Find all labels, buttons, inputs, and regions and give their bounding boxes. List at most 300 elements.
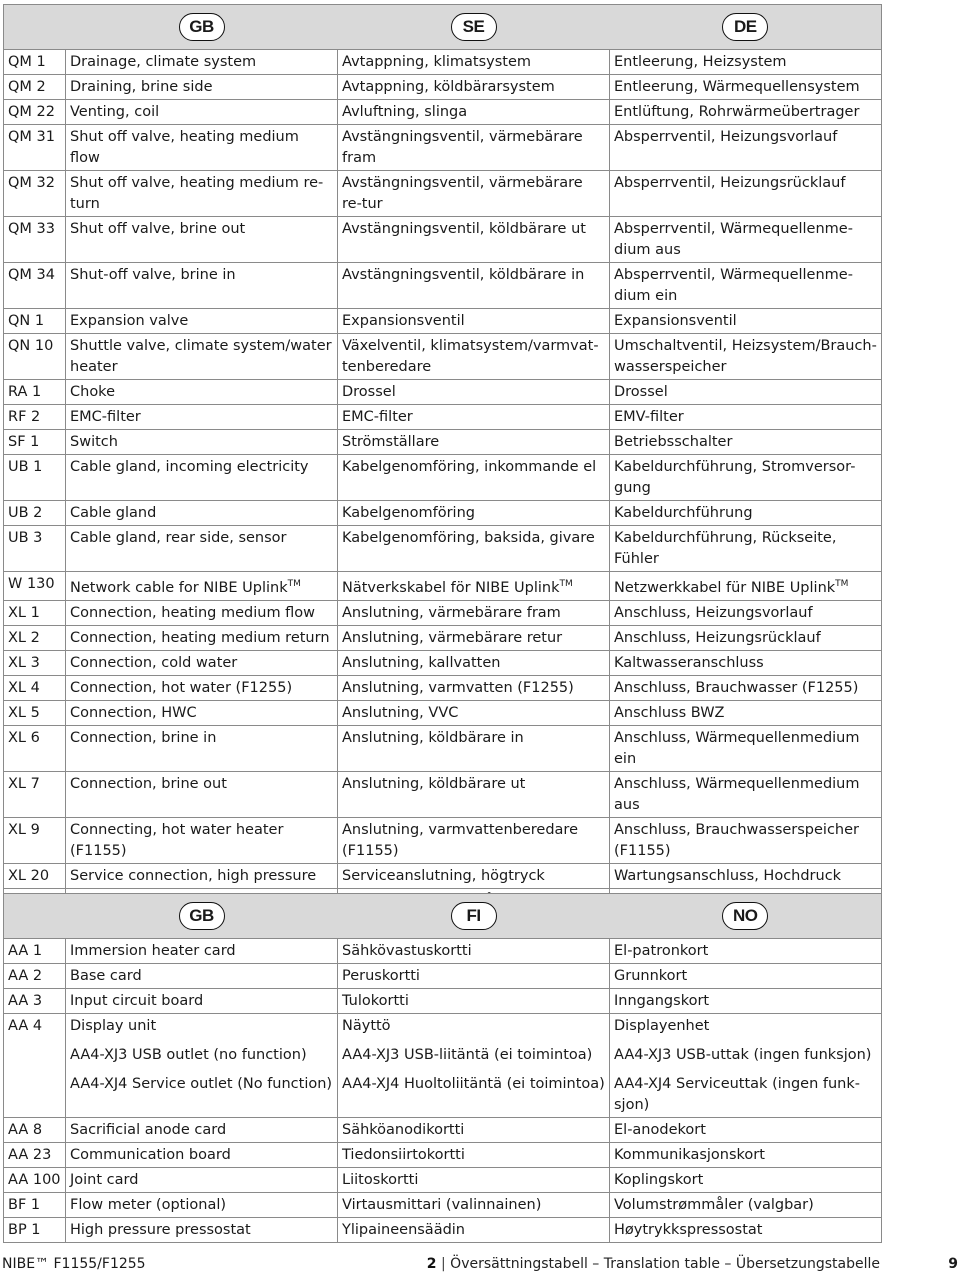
translation-cell-1-text: Venting, coil xyxy=(70,104,160,120)
component-code-text: XL 3 xyxy=(8,654,40,671)
translation-cell-3-text: Displayenhet xyxy=(614,1018,710,1034)
footer-brand: NIBE™ F1155/F1255 xyxy=(2,1256,146,1272)
translation-cell-1-text: Connection, heating medium return xyxy=(70,629,330,646)
component-code xyxy=(4,600,66,625)
table-row xyxy=(4,50,882,75)
component-code xyxy=(4,171,66,217)
translation-cell-3-text: Anschluss, Wärmequellenmedium aus xyxy=(614,775,860,813)
translation-cell-3 xyxy=(610,405,882,430)
translation-cell-2-text: Liitoskortti xyxy=(342,1172,419,1188)
translation-cell-2 xyxy=(338,1038,610,1067)
translation-cell-2 xyxy=(338,526,610,572)
table-row xyxy=(4,75,882,100)
table-row xyxy=(4,1193,882,1218)
component-code xyxy=(4,989,66,1014)
translation-cell-3 xyxy=(610,989,882,1014)
component-code-text: AA 4 xyxy=(8,1018,43,1034)
table-row xyxy=(4,939,882,964)
translation-cell-2 xyxy=(338,1193,610,1218)
translation-cell-2-text: Avtappning, köldbärarsystem xyxy=(342,79,555,95)
translation-cell-3 xyxy=(610,1168,882,1193)
translation-cell-3-text: AA4-XJ3 USB-uttak (ingen funksjon) xyxy=(614,1047,872,1063)
translation-cell-1-text: Joint card xyxy=(70,1172,139,1188)
component-code-text: AA 2 xyxy=(8,968,43,984)
translation-cell-1 xyxy=(66,650,338,675)
translation-cell-2-text: Anslutning, kallvatten xyxy=(342,654,501,671)
translation-cell-3-text: EMV-filter xyxy=(614,409,684,425)
translation-cell-3-text: Koplingskort xyxy=(614,1172,704,1188)
table-row xyxy=(4,501,882,526)
translation-cell-1 xyxy=(66,572,338,601)
translation-cell-3 xyxy=(610,1014,882,1039)
translation-cell-1-text: Display unit xyxy=(70,1018,157,1034)
translation-cell-2-text: Avtappning, klimatsystem xyxy=(342,54,532,70)
translation-cell-3 xyxy=(610,1118,882,1143)
component-code-text: AA 100 xyxy=(8,1172,61,1188)
language-badge: GB xyxy=(179,902,225,930)
footer-section-number: 2 xyxy=(426,1256,437,1272)
table-row xyxy=(4,572,882,601)
translation-cell-3 xyxy=(610,380,882,405)
translation-cell-1-text: Flow meter (optional) xyxy=(70,1197,227,1213)
component-code-text: BP 1 xyxy=(8,1222,41,1238)
translation-cell-2-text: Anslutning, varmvattenberedare (F1155) xyxy=(342,821,578,859)
translation-cell-1-text: Shuttle valve, climate system/water heater xyxy=(70,338,332,375)
translation-cell-2-text: Anslutning, värmebärare retur xyxy=(342,629,563,646)
table-row xyxy=(4,600,882,625)
translation-cell-3 xyxy=(610,171,882,217)
translation-cell-2 xyxy=(338,725,610,771)
component-code-text: XL 9 xyxy=(8,821,40,838)
translation-cell-3 xyxy=(610,700,882,725)
translation-cell-1 xyxy=(66,989,338,1014)
translation-cell-1 xyxy=(66,771,338,817)
translation-cell-3 xyxy=(610,863,882,888)
component-code-text: UB 3 xyxy=(8,530,43,546)
translation-cell-1 xyxy=(66,75,338,100)
translation-cell-2-text: Avluftning, slinga xyxy=(342,104,468,120)
language-badge: GB xyxy=(179,13,225,41)
header-lang-3 xyxy=(610,894,882,939)
component-code xyxy=(4,572,66,601)
translation-cell-3 xyxy=(610,771,882,817)
translation-cell-2 xyxy=(338,1168,610,1193)
component-code xyxy=(4,1014,66,1118)
component-code xyxy=(4,700,66,725)
translation-cell-2 xyxy=(338,863,610,888)
component-code-text: QM 31 xyxy=(8,129,55,145)
translation-cell-3-text: Høytrykkspressostat xyxy=(614,1222,763,1238)
translation-cell-2-text: Anslutning, varmvatten (F1255) xyxy=(342,679,574,696)
translation-cell-3 xyxy=(610,75,882,100)
translation-cell-3 xyxy=(610,1193,882,1218)
translation-cell-1-text: Connection, hot water (F1255) xyxy=(70,679,293,696)
translation-cell-2-text: Strömställare xyxy=(342,434,440,450)
translation-cell-3-text: Betriebsschalter xyxy=(614,434,733,450)
component-code-text: XL 6 xyxy=(8,729,40,746)
translation-cell-2 xyxy=(338,964,610,989)
translation-cell-1-text: Network cable for NIBE Uplink xyxy=(70,579,288,596)
component-code xyxy=(4,1118,66,1143)
translation-cell-1-text: Expansion valve xyxy=(70,313,189,329)
table-row xyxy=(4,430,882,455)
component-code-text: SF 1 xyxy=(8,434,40,450)
translation-cell-3-text: Kabeldurchführung, Stromversor-gung xyxy=(614,459,856,496)
translation-cell-3-text: AA4-XJ4 Serviceuttak (ingen funk-sjon) xyxy=(614,1076,860,1113)
table-row xyxy=(4,625,882,650)
translation-cell-3-text: Absperrventil, Heizungsrücklauf xyxy=(614,175,846,191)
translation-cell-2 xyxy=(338,700,610,725)
translation-cell-2 xyxy=(338,1143,610,1168)
table-row xyxy=(4,964,882,989)
translation-cell-2 xyxy=(338,650,610,675)
translation-cell-1 xyxy=(66,1014,338,1039)
trademark-superscript: TM xyxy=(559,579,573,589)
translation-cell-3 xyxy=(610,455,882,501)
translation-cell-1-text: Shut-off valve, brine in xyxy=(70,267,236,283)
language-badge: DE xyxy=(722,13,768,41)
component-code xyxy=(4,817,66,863)
translation-cell-1 xyxy=(66,964,338,989)
translation-cell-2-text: Peruskortti xyxy=(342,968,420,984)
translation-cell-3 xyxy=(610,675,882,700)
translation-cell-2 xyxy=(338,939,610,964)
translation-cell-2 xyxy=(338,309,610,334)
component-code xyxy=(4,263,66,309)
translation-cell-3-text: Expansionsventil xyxy=(614,313,737,329)
translation-cell-1 xyxy=(66,100,338,125)
translation-cell-3-text: Anschluss, Heizungsvorlauf xyxy=(614,604,813,621)
component-code xyxy=(4,334,66,380)
component-code xyxy=(4,309,66,334)
translation-cell-2 xyxy=(338,1014,610,1039)
translation-cell-3-text: Anschluss BWZ xyxy=(614,704,725,721)
component-code-text: AA 3 xyxy=(8,993,43,1009)
component-code xyxy=(4,430,66,455)
component-code-text: QN 1 xyxy=(8,313,45,329)
translation-table-gb-fi-no xyxy=(3,893,882,1243)
translation-cell-3 xyxy=(610,334,882,380)
translation-cell-2-text: EMC-filter xyxy=(342,409,413,425)
translation-cell-3-text: Drossel xyxy=(614,384,668,400)
translation-cell-3-text: Inngangskort xyxy=(614,993,710,1009)
translation-cell-2-text: AA4-XJ3 USB-liitäntä (ei toimintoa) xyxy=(342,1047,593,1063)
translation-cell-2 xyxy=(338,625,610,650)
translation-cell-2-text: Tiedonsiirtokortti xyxy=(342,1147,465,1163)
component-code xyxy=(4,455,66,501)
component-code xyxy=(4,1168,66,1193)
translation-cell-2 xyxy=(338,675,610,700)
translation-cell-3 xyxy=(610,309,882,334)
component-code-text: XL 1 xyxy=(8,604,40,621)
translation-cell-3 xyxy=(610,125,882,171)
translation-cell-3 xyxy=(610,1067,882,1118)
component-code-text: AA 1 xyxy=(8,943,43,959)
translation-cell-1-text: Drainage, climate system xyxy=(70,54,257,70)
translation-cell-2-text: AA4-XJ4 Huoltoliitäntä (ei toimintoa) xyxy=(342,1076,605,1092)
translation-cell-1-text: Connection, heating medium flow xyxy=(70,604,316,621)
translation-cell-2 xyxy=(338,455,610,501)
page-footer xyxy=(0,1254,960,1275)
translation-cell-2 xyxy=(338,217,610,263)
translation-cell-1 xyxy=(66,526,338,572)
table-header-row xyxy=(4,5,882,50)
translation-cell-1 xyxy=(66,675,338,700)
translation-cell-2-text: Anslutning, värmebärare fram xyxy=(342,604,561,621)
translation-cell-1 xyxy=(66,501,338,526)
translation-cell-1-text: AA4-XJ3 USB outlet (no function) xyxy=(70,1047,307,1063)
translation-cell-3 xyxy=(610,572,882,601)
table-row xyxy=(4,700,882,725)
translation-cell-1-text: Immersion heater card xyxy=(70,943,236,959)
translation-cell-1-text: High pressure pressostat xyxy=(70,1222,251,1238)
translation-cell-1 xyxy=(66,309,338,334)
header-code-cell xyxy=(4,894,66,939)
translation-cell-2 xyxy=(338,334,610,380)
translation-cell-2-text: Avstängningsventil, värmebärare fram xyxy=(342,129,583,166)
page-number: 9 xyxy=(948,1256,958,1272)
table-row xyxy=(4,1143,882,1168)
translation-cell-1 xyxy=(66,50,338,75)
table-row xyxy=(4,1218,882,1243)
translation-cell-1-text: Shut off valve, heating medium re-turn xyxy=(70,175,324,212)
translation-cell-2 xyxy=(338,125,610,171)
translation-cell-1-text: Base card xyxy=(70,968,142,984)
translation-cell-3-text: Anschluss, Brauchwasser (F1255) xyxy=(614,679,859,696)
translation-cell-3-text: Anschluss, Brauchwasserspeicher (F1155) xyxy=(614,821,860,859)
table-row xyxy=(4,989,882,1014)
component-code xyxy=(4,939,66,964)
component-code-text: RF 2 xyxy=(8,409,41,425)
translation-cell-1-text: Switch xyxy=(70,434,118,450)
translation-cell-1 xyxy=(66,1038,338,1067)
table-row xyxy=(4,309,882,334)
translation-cell-1 xyxy=(66,217,338,263)
translation-cell-3-text: Kabeldurchführung, Rückseite, Fühler xyxy=(614,530,837,567)
translation-cell-3-text: Grunnkort xyxy=(614,968,688,984)
translation-cell-1 xyxy=(66,455,338,501)
translation-cell-1-text: AA4-XJ4 Service outlet (No function) xyxy=(70,1076,333,1092)
translation-cell-3 xyxy=(610,50,882,75)
table-row xyxy=(4,171,882,217)
table-row xyxy=(4,1118,882,1143)
translation-cell-3 xyxy=(610,526,882,572)
component-code-text: XL 7 xyxy=(8,775,40,792)
component-code xyxy=(4,625,66,650)
translation-cell-2-text: Drossel xyxy=(342,384,396,400)
footer-section xyxy=(427,1254,880,1275)
component-code-text: QM 32 xyxy=(8,175,55,191)
translation-cell-1-text: EMC-filter xyxy=(70,409,141,425)
translation-cell-3-text: Anschluss, Wärmequellenmedium ein xyxy=(614,729,860,767)
table-row xyxy=(4,817,882,863)
component-code-text: QM 1 xyxy=(8,54,46,70)
component-code-text: UB 2 xyxy=(8,505,43,521)
translation-cell-2 xyxy=(338,572,610,601)
component-code xyxy=(4,217,66,263)
component-code-text: QN 10 xyxy=(8,338,54,354)
translation-cell-1-text: Input circuit board xyxy=(70,993,204,1009)
translation-cell-3 xyxy=(610,725,882,771)
translation-cell-2-text: Kabelgenomföring, inkommande el xyxy=(342,459,597,475)
translation-cell-1-text: Shut off valve, brine out xyxy=(70,221,246,237)
translation-cell-1 xyxy=(66,817,338,863)
translation-cell-2 xyxy=(338,501,610,526)
translation-cell-1 xyxy=(66,725,338,771)
table-row xyxy=(4,1014,882,1039)
translation-cell-1 xyxy=(66,1218,338,1243)
translation-cell-2-text: Kabelgenomföring xyxy=(342,505,475,521)
translation-cell-2 xyxy=(338,75,610,100)
table-row xyxy=(4,263,882,309)
table-row xyxy=(4,650,882,675)
translation-cell-2-text: Anslutning, köldbärare ut xyxy=(342,775,526,792)
translation-cell-3 xyxy=(610,817,882,863)
component-code-text: XL 2 xyxy=(8,629,40,646)
translation-cell-3-text: El-anodekort xyxy=(614,1122,706,1138)
translation-cell-1-text: Shut off valve, heating medium flow xyxy=(70,129,299,166)
translation-cell-3-text: Kommunikasjonskort xyxy=(614,1147,765,1163)
translation-cell-2-text: Nätverkskabel för NIBE Uplink xyxy=(342,579,560,596)
translation-cell-1 xyxy=(66,334,338,380)
table-row xyxy=(4,380,882,405)
header-lang-1 xyxy=(66,894,338,939)
component-code xyxy=(4,675,66,700)
translation-cell-1 xyxy=(66,1118,338,1143)
translation-cell-3 xyxy=(610,501,882,526)
translation-cell-2-text: Sähköanodikortti xyxy=(342,1122,465,1138)
translation-cell-2-text: Serviceanslutning, högtryck xyxy=(342,867,545,884)
translation-cell-2 xyxy=(338,50,610,75)
translation-cell-3-text: Kabeldurchführung xyxy=(614,505,753,521)
translation-cell-2 xyxy=(338,100,610,125)
translation-cell-1-text: Connection, brine in xyxy=(70,729,217,746)
translation-cell-2 xyxy=(338,600,610,625)
translation-cell-3 xyxy=(610,100,882,125)
translation-cell-2-text: Ylipaineensäädin xyxy=(342,1222,466,1238)
header-lang-3 xyxy=(610,5,882,50)
table-row xyxy=(4,334,882,380)
translation-cell-3 xyxy=(610,1038,882,1067)
table-row xyxy=(4,725,882,771)
component-code xyxy=(4,725,66,771)
translation-table-gb-se-de xyxy=(3,4,882,914)
translation-cell-2-text: Avstängningsventil, värmebärare re-tur xyxy=(342,175,583,212)
translation-cell-3-text: Absperrventil, Wärmequellenme-dium ein xyxy=(614,267,853,304)
table-sub-row xyxy=(4,1067,882,1118)
component-code-text: AA 23 xyxy=(8,1147,52,1163)
translation-cell-1 xyxy=(66,171,338,217)
translation-cell-3 xyxy=(610,600,882,625)
component-code xyxy=(4,1218,66,1243)
translation-cell-1-text: Communication board xyxy=(70,1147,231,1163)
translation-cell-3-text: Volumstrømmåler (valgbar) xyxy=(614,1197,814,1213)
translation-cell-3-text: Absperrventil, Wärmequellenme-dium aus xyxy=(614,221,853,258)
translation-cell-1-text: Choke xyxy=(70,384,115,400)
translation-cell-2-text: Näyttö xyxy=(342,1018,391,1034)
translation-cell-1-text: Connection, cold water xyxy=(70,654,238,671)
translation-cell-2-text: Anslutning, köldbärare in xyxy=(342,729,524,746)
translation-cell-3-text: Wartungsanschluss, Hochdruck xyxy=(614,867,842,884)
translation-cell-3-text: Entleerung, Heizsystem xyxy=(614,54,787,70)
translation-cell-3-text: Absperrventil, Heizungsvorlauf xyxy=(614,129,838,145)
translation-cell-2-text: Virtausmittari (valinnainen) xyxy=(342,1197,542,1213)
component-code-text: QM 33 xyxy=(8,221,55,237)
footer-separator: | xyxy=(441,1256,446,1272)
translation-cell-2-text: Anslutning, VVC xyxy=(342,704,459,721)
header-code-cell xyxy=(4,5,66,50)
trademark-superscript: TM xyxy=(287,579,301,589)
table-row xyxy=(4,1168,882,1193)
translation-cell-3-text: El-patronkort xyxy=(614,943,709,959)
translation-cell-3 xyxy=(610,964,882,989)
component-code-text: QM 22 xyxy=(8,104,55,120)
translation-cell-1 xyxy=(66,863,338,888)
trademark-superscript: TM xyxy=(835,579,849,589)
translation-cell-3-text: Anschluss, Heizungsrücklauf xyxy=(614,629,821,646)
table-row xyxy=(4,455,882,501)
translation-cell-3 xyxy=(610,939,882,964)
translation-cell-2-text: Växelventil, klimatsystem/varmvat-tenberedare xyxy=(342,338,599,375)
translation-cell-3-text: Netzwerkkabel für NIBE Uplink xyxy=(614,579,836,596)
component-code xyxy=(4,1193,66,1218)
translation-cell-2 xyxy=(338,1218,610,1243)
component-code xyxy=(4,125,66,171)
component-code xyxy=(4,526,66,572)
translation-cell-3-text: Kaltwasseranschluss xyxy=(614,654,764,671)
component-code-text: BF 1 xyxy=(8,1197,41,1213)
translation-cell-1-text: Cable gland, rear side, sensor xyxy=(70,530,287,546)
table-row xyxy=(4,125,882,171)
translation-cell-1 xyxy=(66,625,338,650)
component-code-text: XL 20 xyxy=(8,867,50,884)
component-code xyxy=(4,964,66,989)
table-header-row xyxy=(4,894,882,939)
component-code xyxy=(4,100,66,125)
table-row xyxy=(4,863,882,888)
translation-cell-1-text: Draining, brine side xyxy=(70,79,213,95)
translation-cell-2-text: Tulokortti xyxy=(342,993,409,1009)
component-code xyxy=(4,50,66,75)
translation-cell-2 xyxy=(338,771,610,817)
translation-cell-1 xyxy=(66,700,338,725)
table-row xyxy=(4,526,882,572)
translation-cell-3 xyxy=(610,430,882,455)
translation-cell-1 xyxy=(66,405,338,430)
translation-cell-2 xyxy=(338,405,610,430)
component-code-text: XL 5 xyxy=(8,704,40,721)
translation-cell-2-text: Kabelgenomföring, baksida, givare xyxy=(342,530,595,546)
component-code xyxy=(4,771,66,817)
translation-cell-2 xyxy=(338,430,610,455)
translation-cell-1 xyxy=(66,125,338,171)
component-code xyxy=(4,863,66,888)
translation-cell-3 xyxy=(610,1143,882,1168)
component-code xyxy=(4,1143,66,1168)
translation-cell-3 xyxy=(610,217,882,263)
component-code-text: QM 34 xyxy=(8,267,55,283)
component-code-text: AA 8 xyxy=(8,1122,43,1138)
translation-cell-1 xyxy=(66,1067,338,1118)
translation-cell-2-text: Expansionsventil xyxy=(342,313,465,329)
translation-cell-3 xyxy=(610,650,882,675)
footer-section-title: Översättningstabell – Translation table – Übersetzungstabelle xyxy=(450,1256,880,1272)
language-badge: NO xyxy=(722,902,768,930)
translation-cell-1-text: Cable gland, incoming electricity xyxy=(70,459,309,475)
table-row xyxy=(4,217,882,263)
translation-cell-1-text: Service connection, high pressure xyxy=(70,867,317,884)
translation-cell-2 xyxy=(338,1118,610,1143)
